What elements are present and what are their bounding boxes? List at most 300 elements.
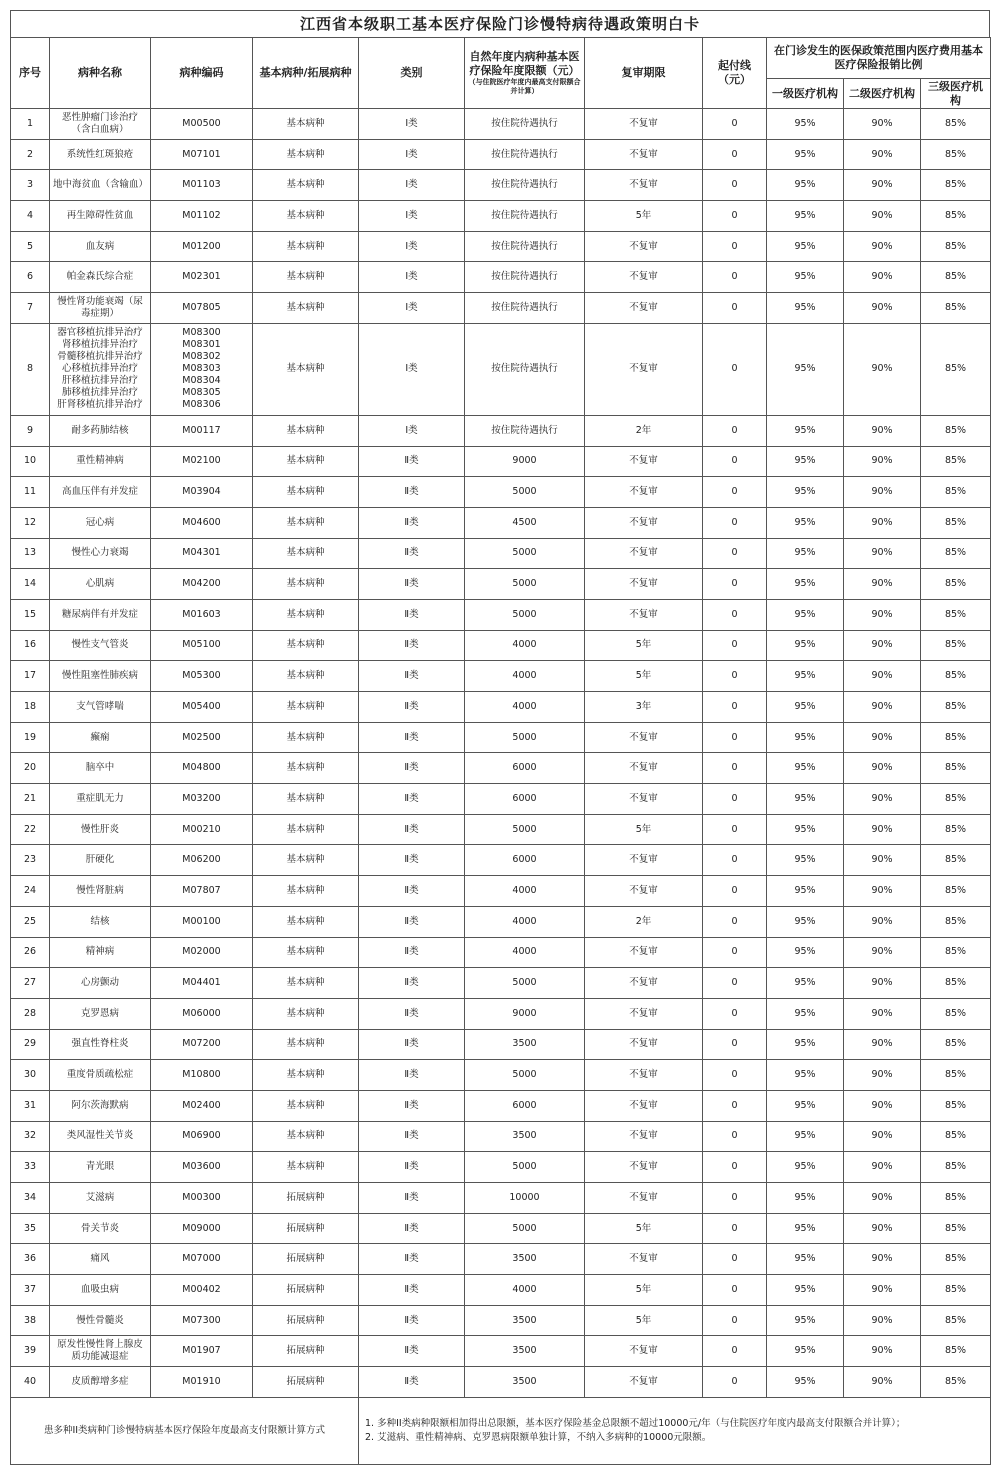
cell-level3-ratio: 85% (921, 722, 991, 753)
cell-index: 12 (11, 507, 50, 538)
cell-disease-code: M02400 (151, 1090, 253, 1121)
cell-category: Ⅰ类 (359, 262, 465, 293)
cell-review-period: 不复审 (585, 139, 703, 170)
cell-level1-ratio: 95% (767, 231, 844, 262)
cell-disease-code: M00210 (151, 814, 253, 845)
header-level1: 一级医疗机构 (767, 79, 844, 109)
cell-annual-limit: 4000 (465, 1275, 585, 1306)
cell-disease-code: M04200 (151, 569, 253, 600)
cell-level3-ratio: 85% (921, 876, 991, 907)
table-row (11, 1152, 991, 1183)
cell-level2-ratio: 90% (844, 538, 921, 569)
cell-deductible: 0 (703, 1244, 767, 1275)
cell-level3-ratio: 85% (921, 415, 991, 446)
table-row (11, 1183, 991, 1214)
cell-category: Ⅱ类 (359, 692, 465, 723)
cell-kind: 基本病种 (253, 569, 359, 600)
cell-level2-ratio: 90% (844, 477, 921, 508)
disease-code-line: M08303 (182, 363, 221, 375)
cell-category: Ⅱ类 (359, 507, 465, 538)
header-index: 序号 (11, 38, 50, 109)
table-row (11, 661, 991, 692)
cell-kind: 基本病种 (253, 845, 359, 876)
cell-annual-limit: 3500 (465, 1305, 585, 1336)
cell-kind: 基本病种 (253, 876, 359, 907)
cell-review-period: 不复审 (585, 876, 703, 907)
cell-level3-ratio: 85% (921, 998, 991, 1029)
cell-level3-ratio: 85% (921, 201, 991, 232)
cell-level3-ratio: 85% (921, 599, 991, 630)
cell-disease-name: 地中海贫血（含输血） (50, 170, 151, 201)
cell-disease-name: 类风湿性关节炎 (50, 1121, 151, 1152)
cell-annual-limit: 5000 (465, 1152, 585, 1183)
cell-kind: 基本病种 (253, 170, 359, 201)
cell-annual-limit: 5000 (465, 599, 585, 630)
cell-disease-code: M01102 (151, 201, 253, 232)
cell-kind: 基本病种 (253, 661, 359, 692)
cell-disease-name: 艾滋病 (50, 1183, 151, 1214)
cell-level1-ratio: 95% (767, 1183, 844, 1214)
cell-category: Ⅱ类 (359, 477, 465, 508)
cell-index: 35 (11, 1213, 50, 1244)
cell-annual-limit: 5000 (465, 1060, 585, 1091)
cell-level1-ratio: 95% (767, 262, 844, 293)
cell-annual-limit: 3500 (465, 1244, 585, 1275)
cell-level3-ratio: 85% (921, 692, 991, 723)
cell-level1-ratio: 95% (767, 569, 844, 600)
cell-annual-limit: 3500 (465, 1367, 585, 1398)
cell-disease-code: M05100 (151, 630, 253, 661)
cell-deductible: 0 (703, 1060, 767, 1091)
cell-category: Ⅱ类 (359, 876, 465, 907)
cell-disease-code: M04800 (151, 753, 253, 784)
cell-level1-ratio: 95% (767, 906, 844, 937)
cell-disease-name: 高血压伴有并发症 (50, 477, 151, 508)
cell-level1-ratio: 95% (767, 139, 844, 170)
cell-level2-ratio: 90% (844, 784, 921, 815)
cell-disease-code: M00100 (151, 906, 253, 937)
cell-level1-ratio: 95% (767, 538, 844, 569)
cell-disease-code: M01103 (151, 170, 253, 201)
cell-disease-code: M05400 (151, 692, 253, 723)
cell-deductible: 0 (703, 170, 767, 201)
table-row (11, 507, 991, 538)
table-row (11, 906, 991, 937)
cell-category: Ⅱ类 (359, 814, 465, 845)
cell-review-period: 不复审 (585, 1367, 703, 1398)
cell-category: Ⅱ类 (359, 569, 465, 600)
cell-deductible: 0 (703, 692, 767, 723)
cell-annual-limit: 4000 (465, 876, 585, 907)
table-row (11, 998, 991, 1029)
cell-level3-ratio: 85% (921, 1213, 991, 1244)
table-row (11, 139, 991, 170)
cell-review-period: 不复审 (585, 784, 703, 815)
cell-level3-ratio: 85% (921, 538, 991, 569)
cell-review-period: 5年 (585, 630, 703, 661)
cell-level3-ratio: 85% (921, 477, 991, 508)
cell-index: 25 (11, 906, 50, 937)
cell-level3-ratio: 85% (921, 170, 991, 201)
cell-disease-name: 再生障碍性贫血 (50, 201, 151, 232)
cell-annual-limit: 4000 (465, 661, 585, 692)
cell-category: Ⅰ类 (359, 170, 465, 201)
cell-category: Ⅱ类 (359, 968, 465, 999)
cell-review-period: 2年 (585, 906, 703, 937)
cell-review-period: 5年 (585, 1305, 703, 1336)
cell-review-period: 不复审 (585, 507, 703, 538)
cell-disease-name: 强直性脊柱炎 (50, 1029, 151, 1060)
header-name: 病种名称 (50, 38, 151, 109)
cell-index: 30 (11, 1060, 50, 1091)
cell-level3-ratio: 85% (921, 139, 991, 170)
cell-kind: 基本病种 (253, 507, 359, 538)
disease-code-line: M08301 (182, 339, 221, 351)
cell-disease-name: 血吸虫病 (50, 1275, 151, 1306)
cell-level2-ratio: 90% (844, 1152, 921, 1183)
cell-review-period: 不复审 (585, 845, 703, 876)
disease-name-line: 器官移植抗排异治疗 (57, 327, 143, 339)
cell-level3-ratio: 85% (921, 446, 991, 477)
cell-review-period: 5年 (585, 1213, 703, 1244)
cell-level2-ratio: 90% (844, 507, 921, 538)
cell-review-period: 不复审 (585, 937, 703, 968)
cell-level2-ratio: 90% (844, 599, 921, 630)
cell-disease-code: M10800 (151, 1060, 253, 1091)
cell-level3-ratio: 85% (921, 1152, 991, 1183)
cell-category: Ⅱ类 (359, 753, 465, 784)
cell-category: Ⅱ类 (359, 1090, 465, 1121)
cell-level3-ratio: 85% (921, 231, 991, 262)
header-limit (465, 38, 585, 109)
cell-review-period: 5年 (585, 1275, 703, 1306)
footer-label: 患多种II类病种门诊慢特病基本医疗保险年度最高支付限额计算方式 (11, 1397, 359, 1464)
cell-disease-code: M07807 (151, 876, 253, 907)
cell-level3-ratio: 85% (921, 293, 991, 324)
cell-kind: 基本病种 (253, 323, 359, 415)
table-row (11, 1367, 991, 1398)
cell-level2-ratio: 90% (844, 998, 921, 1029)
cell-level3-ratio: 85% (921, 507, 991, 538)
cell-review-period: 不复审 (585, 1090, 703, 1121)
cell-disease-name: 慢性支气管炎 (50, 630, 151, 661)
cell-index: 15 (11, 599, 50, 630)
cell-category: Ⅰ类 (359, 201, 465, 232)
cell-level2-ratio: 90% (844, 1060, 921, 1091)
cell-index: 31 (11, 1090, 50, 1121)
cell-disease-code: M03600 (151, 1152, 253, 1183)
cell-index: 40 (11, 1367, 50, 1398)
cell-category: Ⅱ类 (359, 446, 465, 477)
cell-deductible: 0 (703, 1305, 767, 1336)
cell-index: 37 (11, 1275, 50, 1306)
cell-annual-limit: 6000 (465, 784, 585, 815)
cell-disease-code: M03904 (151, 477, 253, 508)
cell-disease-code: M03200 (151, 784, 253, 815)
cell-level1-ratio: 95% (767, 937, 844, 968)
cell-index: 33 (11, 1152, 50, 1183)
cell-level2-ratio: 90% (844, 968, 921, 999)
cell-level1-ratio: 95% (767, 599, 844, 630)
cell-level2-ratio: 90% (844, 1121, 921, 1152)
cell-level2-ratio: 90% (844, 569, 921, 600)
cell-annual-limit: 按住院待遇执行 (465, 231, 585, 262)
table-row (11, 1213, 991, 1244)
table-row (11, 722, 991, 753)
table-row (11, 170, 991, 201)
cell-category: Ⅱ类 (359, 906, 465, 937)
cell-level1-ratio: 95% (767, 722, 844, 753)
cell-level2-ratio: 90% (844, 845, 921, 876)
cell-level2-ratio: 90% (844, 1367, 921, 1398)
cell-kind: 基本病种 (253, 630, 359, 661)
table-row (11, 323, 991, 415)
cell-level1-ratio: 95% (767, 323, 844, 415)
cell-annual-limit: 5000 (465, 968, 585, 999)
cell-disease-name: 支气管哮喘 (50, 692, 151, 723)
cell-level2-ratio: 90% (844, 262, 921, 293)
table-row (11, 630, 991, 661)
cell-kind: 基本病种 (253, 1090, 359, 1121)
cell-level3-ratio: 85% (921, 1060, 991, 1091)
cell-kind: 基本病种 (253, 139, 359, 170)
cell-annual-limit: 4500 (465, 507, 585, 538)
cell-deductible: 0 (703, 1275, 767, 1306)
cell-kind: 基本病种 (253, 906, 359, 937)
cell-disease-name: 系统性红斑狼疮 (50, 139, 151, 170)
cell-level3-ratio: 85% (921, 1305, 991, 1336)
cell-category: Ⅱ类 (359, 599, 465, 630)
cell-level3-ratio: 85% (921, 630, 991, 661)
cell-kind: 基本病种 (253, 477, 359, 508)
cell-kind: 拓展病种 (253, 1336, 359, 1367)
cell-annual-limit: 5000 (465, 1213, 585, 1244)
cell-level1-ratio: 95% (767, 293, 844, 324)
cell-index: 27 (11, 968, 50, 999)
cell-deductible: 0 (703, 201, 767, 232)
cell-index: 9 (11, 415, 50, 446)
cell-deductible: 0 (703, 1090, 767, 1121)
cell-disease-code: M04600 (151, 507, 253, 538)
cell-level2-ratio: 90% (844, 753, 921, 784)
cell-kind: 基本病种 (253, 968, 359, 999)
cell-index: 36 (11, 1244, 50, 1275)
cell-deductible: 0 (703, 906, 767, 937)
cell-level1-ratio: 95% (767, 1336, 844, 1367)
cell-index: 29 (11, 1029, 50, 1060)
cell-review-period: 不复审 (585, 1244, 703, 1275)
cell-disease-code: M07101 (151, 139, 253, 170)
cell-deductible: 0 (703, 231, 767, 262)
cell-kind: 基本病种 (253, 1152, 359, 1183)
cell-annual-limit: 按住院待遇执行 (465, 139, 585, 170)
cell-deductible: 0 (703, 569, 767, 600)
cell-level3-ratio: 85% (921, 1336, 991, 1367)
cell-category: Ⅱ类 (359, 1060, 465, 1091)
cell-level3-ratio: 85% (921, 1275, 991, 1306)
cell-deductible: 0 (703, 1213, 767, 1244)
cell-level2-ratio: 90% (844, 446, 921, 477)
cell-level1-ratio: 95% (767, 415, 844, 446)
cell-disease-name: 重度骨质疏松症 (50, 1060, 151, 1091)
cell-disease-code: M01910 (151, 1367, 253, 1398)
cell-category: Ⅱ类 (359, 1305, 465, 1336)
cell-annual-limit: 3500 (465, 1121, 585, 1152)
cell-index: 14 (11, 569, 50, 600)
cell-index: 2 (11, 139, 50, 170)
cell-disease-code: M01603 (151, 599, 253, 630)
table-row (11, 262, 991, 293)
cell-level1-ratio: 95% (767, 998, 844, 1029)
cell-level3-ratio: 85% (921, 1244, 991, 1275)
cell-category: Ⅱ类 (359, 661, 465, 692)
cell-disease-name: 血友病 (50, 231, 151, 262)
table-row (11, 231, 991, 262)
cell-disease-name: 冠心病 (50, 507, 151, 538)
cell-level2-ratio: 90% (844, 814, 921, 845)
cell-disease-code: M02500 (151, 722, 253, 753)
cell-level2-ratio: 90% (844, 170, 921, 201)
cell-index: 13 (11, 538, 50, 569)
cell-index: 8 (11, 323, 50, 415)
table-row (11, 692, 991, 723)
cell-category: Ⅱ类 (359, 1029, 465, 1060)
cell-disease-code: M07000 (151, 1244, 253, 1275)
cell-level1-ratio: 95% (767, 1244, 844, 1275)
cell-disease-code: M04301 (151, 538, 253, 569)
cell-deductible: 0 (703, 507, 767, 538)
cell-level1-ratio: 95% (767, 1121, 844, 1152)
cell-index: 6 (11, 262, 50, 293)
cell-deductible: 0 (703, 139, 767, 170)
cell-review-period: 5年 (585, 661, 703, 692)
cell-annual-limit: 6000 (465, 845, 585, 876)
cell-disease-name: 慢性骨髓炎 (50, 1305, 151, 1336)
cell-kind: 基本病种 (253, 1029, 359, 1060)
cell-disease-code (151, 323, 253, 415)
cell-disease-name: 癫痫 (50, 722, 151, 753)
cell-disease-name: 阿尔茨海默病 (50, 1090, 151, 1121)
cell-disease-code: M00117 (151, 415, 253, 446)
cell-disease-code: M01200 (151, 231, 253, 262)
policy-card (10, 10, 990, 1465)
cell-level1-ratio: 95% (767, 1275, 844, 1306)
cell-annual-limit: 按住院待遇执行 (465, 109, 585, 140)
cell-level1-ratio: 95% (767, 661, 844, 692)
cell-disease-code: M09000 (151, 1213, 253, 1244)
cell-disease-code: M00500 (151, 109, 253, 140)
disease-code-line: M08300 (182, 327, 221, 339)
cell-disease-code: M02301 (151, 262, 253, 293)
cell-level2-ratio: 90% (844, 1336, 921, 1367)
cell-index: 34 (11, 1183, 50, 1214)
table-row (11, 1305, 991, 1336)
table-row (11, 415, 991, 446)
cell-review-period: 2年 (585, 415, 703, 446)
cell-review-period: 不复审 (585, 323, 703, 415)
cell-deductible: 0 (703, 630, 767, 661)
table-row (11, 201, 991, 232)
cell-kind: 基本病种 (253, 998, 359, 1029)
table-row (11, 876, 991, 907)
disease-name-line: 肺移植抗排异治疗 (61, 387, 138, 399)
cell-level2-ratio: 90% (844, 1305, 921, 1336)
cell-review-period: 3年 (585, 692, 703, 723)
cell-kind: 基本病种 (253, 1060, 359, 1091)
header-category: 类别 (359, 38, 465, 109)
header-limit-text: 自然年度内病种基本医疗保险年度限额（元） (469, 50, 580, 77)
cell-deductible: 0 (703, 1336, 767, 1367)
cell-index: 39 (11, 1336, 50, 1367)
cell-index: 23 (11, 845, 50, 876)
disease-code-line: M08305 (182, 387, 221, 399)
cell-deductible: 0 (703, 845, 767, 876)
cell-disease-code: M05300 (151, 661, 253, 692)
cell-category: Ⅱ类 (359, 937, 465, 968)
cell-kind: 基本病种 (253, 753, 359, 784)
cell-annual-limit: 4000 (465, 937, 585, 968)
cell-level3-ratio: 85% (921, 968, 991, 999)
cell-level3-ratio: 85% (921, 814, 991, 845)
header-deductible: 起付线（元） (703, 38, 767, 109)
cell-review-period: 不复审 (585, 599, 703, 630)
table-row (11, 1244, 991, 1275)
cell-level3-ratio: 85% (921, 1183, 991, 1214)
disease-name-line: 肝肾移植抗排异治疗 (57, 399, 143, 411)
cell-level3-ratio: 85% (921, 262, 991, 293)
cell-index: 26 (11, 937, 50, 968)
disease-code-line: M08302 (182, 351, 221, 363)
cell-disease-name: 骨关节炎 (50, 1213, 151, 1244)
footer-rules (359, 1397, 991, 1464)
cell-deductible: 0 (703, 477, 767, 508)
cell-level1-ratio: 95% (767, 170, 844, 201)
cell-category: Ⅱ类 (359, 1152, 465, 1183)
cell-annual-limit: 5000 (465, 722, 585, 753)
cell-index: 20 (11, 753, 50, 784)
cell-review-period: 不复审 (585, 998, 703, 1029)
cell-annual-limit: 5000 (465, 569, 585, 600)
table-row (11, 599, 991, 630)
cell-review-period: 不复审 (585, 1152, 703, 1183)
cell-review-period: 不复审 (585, 262, 703, 293)
header-code: 病种编码 (151, 38, 253, 109)
cell-kind: 拓展病种 (253, 1275, 359, 1306)
cell-category: Ⅰ类 (359, 139, 465, 170)
cell-annual-limit: 按住院待遇执行 (465, 293, 585, 324)
cell-kind: 拓展病种 (253, 1244, 359, 1275)
cell-category: Ⅰ类 (359, 231, 465, 262)
header-ratio-group: 在门诊发生的医保政策范围内医疗费用基本医疗保险报销比例 (767, 38, 991, 79)
cell-deductible: 0 (703, 109, 767, 140)
cell-level1-ratio: 95% (767, 876, 844, 907)
cell-index: 18 (11, 692, 50, 723)
cell-kind: 基本病种 (253, 692, 359, 723)
cell-review-period: 不复审 (585, 569, 703, 600)
cell-level1-ratio: 95% (767, 692, 844, 723)
cell-level2-ratio: 90% (844, 1090, 921, 1121)
header-kind: 基本病种/拓展病种 (253, 38, 359, 109)
cell-level3-ratio: 85% (921, 937, 991, 968)
cell-deductible: 0 (703, 968, 767, 999)
disease-code-line: M08304 (182, 375, 221, 387)
cell-level3-ratio: 85% (921, 784, 991, 815)
cell-level2-ratio: 90% (844, 109, 921, 140)
cell-kind: 基本病种 (253, 784, 359, 815)
cell-kind: 拓展病种 (253, 1213, 359, 1244)
cell-deductible: 0 (703, 293, 767, 324)
cell-disease-name: 结核 (50, 906, 151, 937)
